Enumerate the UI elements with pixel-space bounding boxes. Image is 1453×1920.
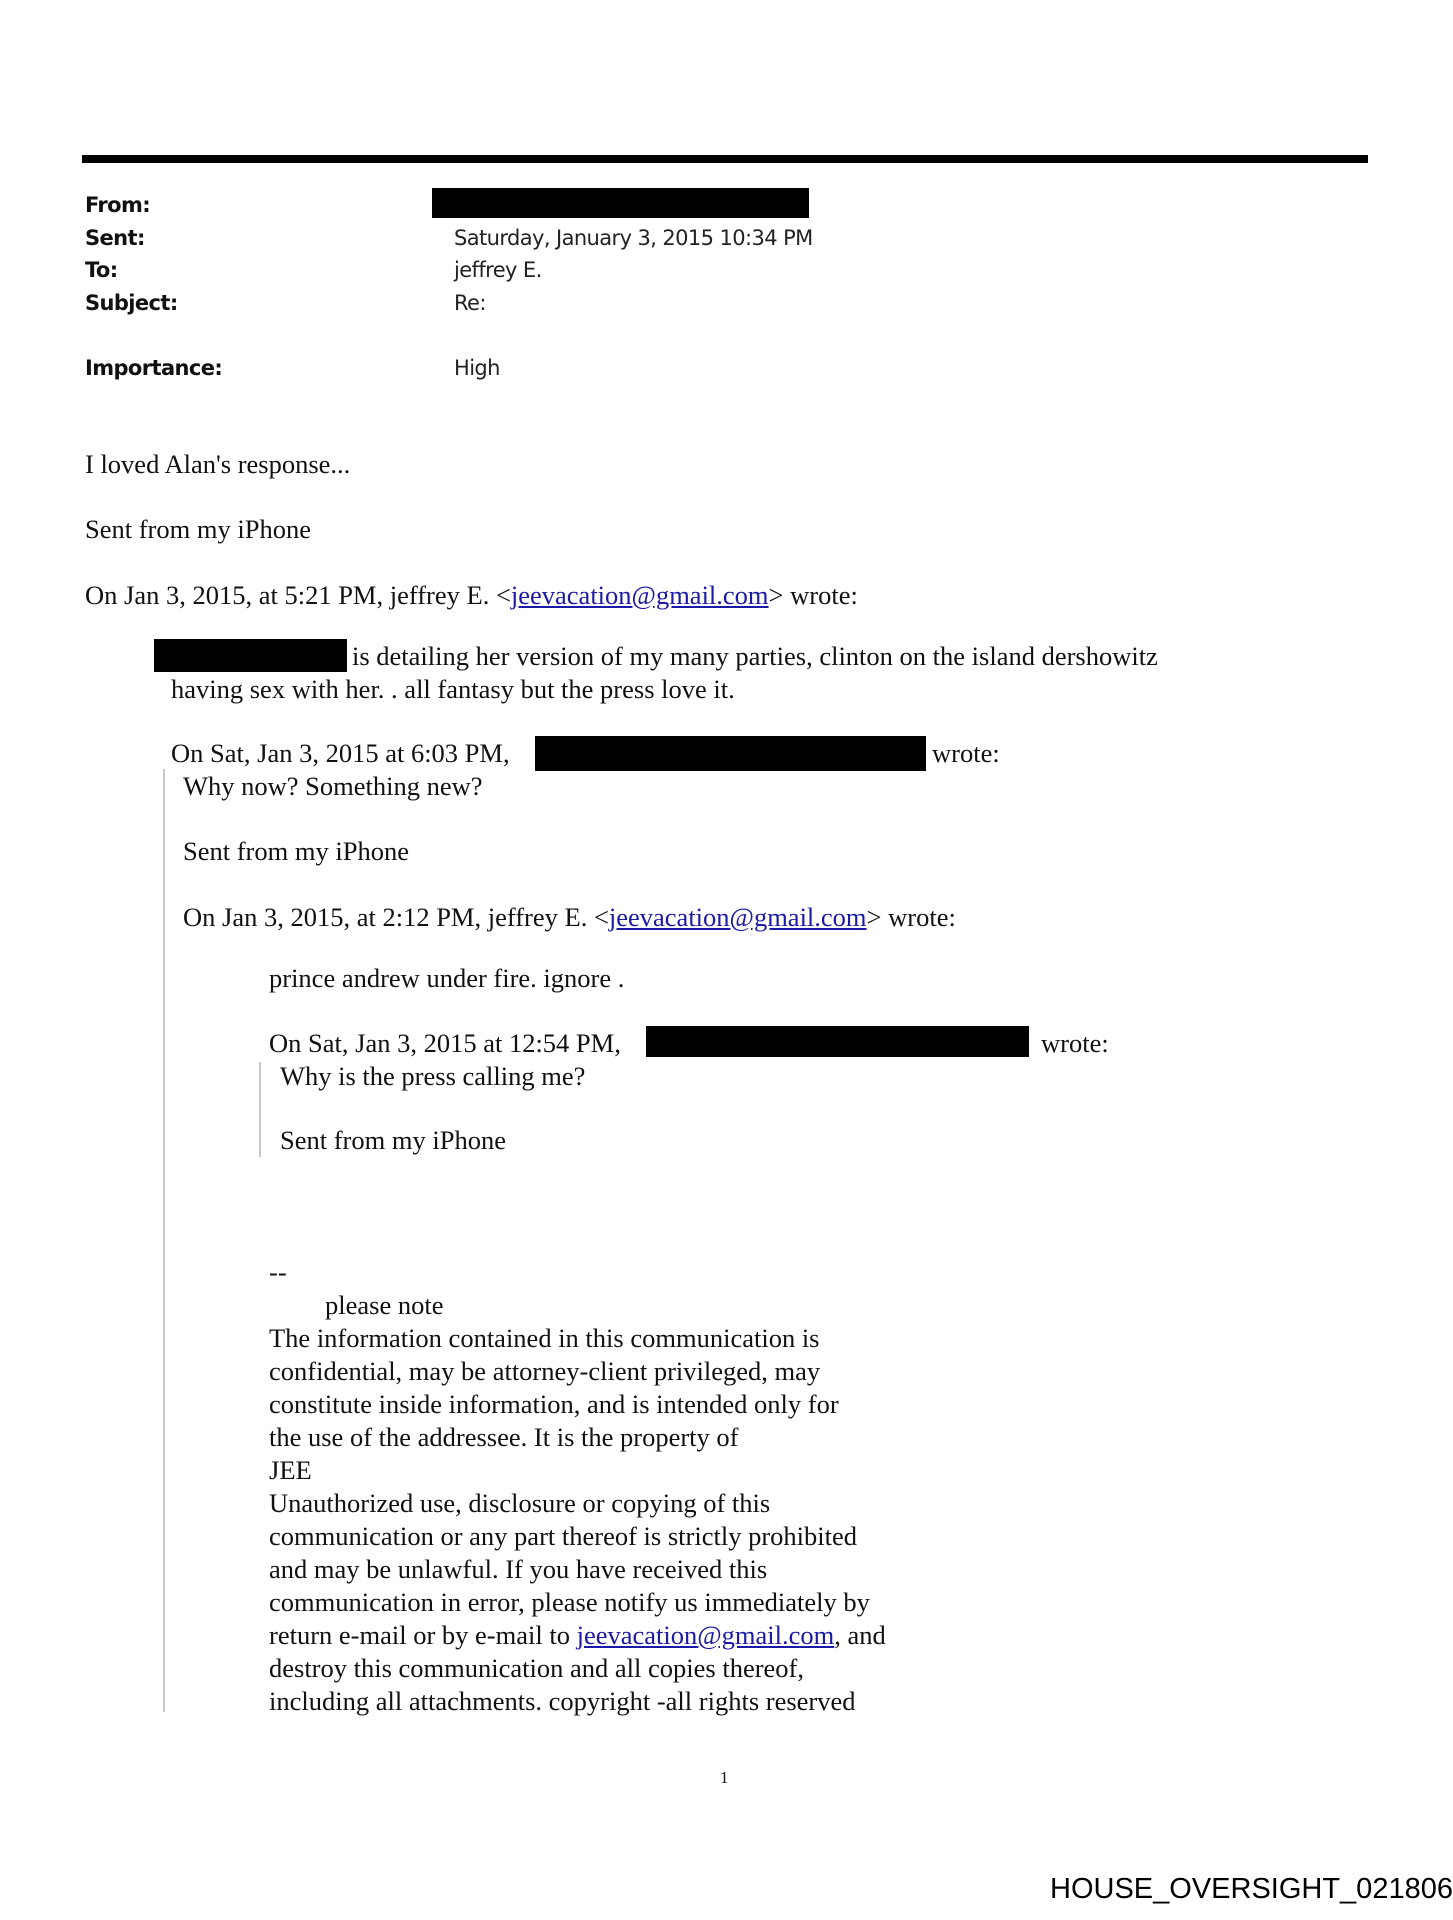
message-line: Why is the press calling me? (280, 1061, 586, 1091)
quote-bar (259, 1062, 261, 1157)
quote-wrote: wrote: (932, 738, 1000, 768)
to-value: jeffrey E. (454, 258, 542, 282)
page-number: 1 (720, 1768, 729, 1787)
email-link[interactable]: jeevacation@gmail.com (576, 1620, 835, 1650)
redaction (535, 736, 926, 771)
sent-value: Saturday, January 3, 2015 10:34 PM (454, 226, 813, 250)
body-line: I loved Alan's response... (85, 449, 351, 479)
from-label: From: (85, 193, 151, 217)
quote-header: On Jan 3, 2015, at 2:12 PM, jeffrey E. <jeevacation@gmail.com> wrote: (183, 902, 956, 932)
disclaimer-line: including all attachments. copyright -all rights reserved (269, 1686, 856, 1716)
redaction (154, 639, 347, 672)
disclaimer-line: constitute inside information, and is intended only for (269, 1389, 839, 1419)
subject-label: Subject: (85, 291, 178, 315)
quote-header: On Sat, Jan 3, 2015 at 12:54 PM, (269, 1028, 621, 1058)
disclaimer-line: JEE (269, 1455, 312, 1485)
email-link[interactable]: jeevacation@gmail.com (510, 580, 769, 610)
disclaimer-title: please note (325, 1290, 444, 1320)
message-line: is detailing her version of my many parties, clinton on the island dershowitz (352, 641, 1158, 671)
disclaimer-line: destroy this communication and all copies thereof, (269, 1653, 805, 1683)
disclaimer (269, 1322, 886, 1718)
bates-number: HOUSE_OVERSIGHT_021806 (1050, 1873, 1453, 1905)
signature-separator: -- (269, 1257, 287, 1287)
redaction (646, 1026, 1029, 1057)
message-line: having sex with her. . all fantasy but the press love it. (171, 674, 735, 704)
disclaimer-line: communication or any part thereof is strictly prohibited (269, 1521, 857, 1551)
importance-label: Importance: (85, 356, 223, 380)
quote-bar (163, 769, 165, 1712)
subject-value: Re: (454, 291, 486, 315)
quote-wrote: wrote: (1041, 1028, 1109, 1058)
quote-header: On Jan 3, 2015, at 5:21 PM, jeffrey E. <jeevacation@gmail.com> wrote: (85, 580, 858, 610)
disclaimer-line: and may be unlawful. If you have received this (269, 1554, 768, 1584)
quote-header: On Sat, Jan 3, 2015 at 6:03 PM, (171, 738, 510, 768)
disclaimer-line: the use of the addressee. It is the property of (269, 1422, 739, 1452)
redaction (432, 188, 809, 218)
message-line: prince andrew under fire. ignore . (269, 963, 625, 993)
email-link[interactable]: jeevacation@gmail.com (608, 902, 867, 932)
disclaimer-line: Unauthorized use, disclosure or copying of this (269, 1488, 771, 1518)
signature: Sent from my iPhone (85, 514, 311, 544)
to-label: To: (85, 258, 118, 282)
header-rule (82, 155, 1368, 163)
importance-value: High (454, 356, 500, 380)
sent-label: Sent: (85, 226, 145, 250)
message-line: Why now? Something new? (183, 771, 483, 801)
disclaimer-line: return e-mail or by e-mail to jeevacation@gmail.com, and (269, 1620, 886, 1650)
signature: Sent from my iPhone (280, 1125, 506, 1155)
disclaimer-line: communication in error, please notify us immediately by (269, 1587, 870, 1617)
signature: Sent from my iPhone (183, 836, 409, 866)
disclaimer-line: confidential, may be attorney-client privileged, may (269, 1356, 821, 1386)
disclaimer-line: The information contained in this communication is (269, 1323, 820, 1353)
